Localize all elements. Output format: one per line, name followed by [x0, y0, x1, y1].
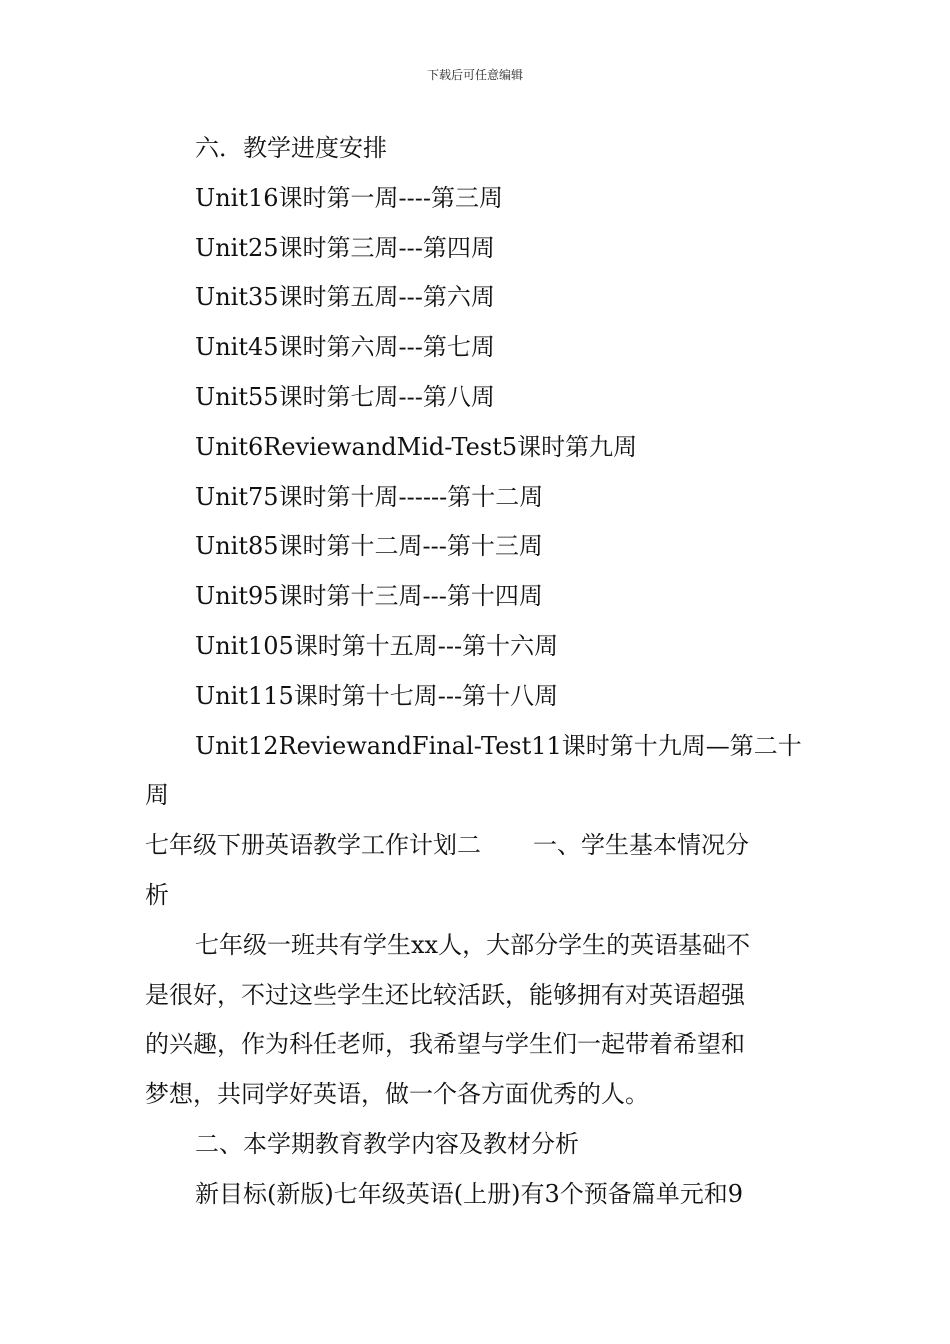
schedule-item: Unit16课时第一周----第三周 — [195, 183, 503, 212]
paragraph-line: 七年级一班共有学生xx人，大部分学生的英语基础不 — [195, 930, 751, 959]
schedule-item: Unit25课时第三周---第四周 — [195, 233, 495, 262]
schedule-item-final-continued: 周 — [145, 781, 169, 810]
header-note: 下载后可任意编辑 — [426, 68, 523, 82]
document-body — [145, 124, 809, 1220]
paragraph-line: 的兴趣，作为科任老师，我希望与学生们一起带着希望和 — [145, 1030, 745, 1059]
schedule-item: Unit6ReviewandMid-Test5课时第九周 — [195, 432, 638, 461]
schedule-item: Unit85课时第十二周---第十三周 — [195, 532, 543, 561]
paragraph-line: 是很好，不过这些学生还比较活跃，能够拥有对英语超强 — [145, 980, 745, 1009]
schedule-item: Unit75课时第十周------第十二周 — [195, 482, 544, 511]
section-heading-continued: 析 — [145, 880, 169, 909]
section-heading: 一、学生基本情况分 — [533, 831, 749, 860]
schedule-item-final: Unit12ReviewandFinal-Test11课时第十九周—第二十 — [195, 731, 802, 760]
paragraph-line: 梦想，共同学好英语，做一个各方面优秀的人。 — [145, 1080, 649, 1109]
section-heading: 二、本学期教育教学内容及教材分析 — [195, 1129, 579, 1158]
schedule-item: Unit45课时第六周---第七周 — [195, 333, 495, 362]
section-heading: 六．教学进度安排 — [195, 134, 387, 162]
schedule-item: Unit115课时第十七周---第十八周 — [195, 681, 559, 710]
plan-title: 七年级下册英语教学工作计划二 — [145, 831, 481, 860]
schedule-item: Unit105课时第十五周---第十六周 — [195, 631, 559, 660]
schedule-item: Unit35课时第五周---第六周 — [195, 283, 495, 312]
paragraph-line: 新目标(新版)七年级英语(上册)有3个预备篇单元和9 — [195, 1179, 743, 1208]
schedule-list — [145, 174, 809, 821]
plan-title-line — [145, 821, 809, 871]
schedule-item: Unit95课时第十三周---第十四周 — [195, 582, 543, 611]
schedule-item: Unit55课时第七周---第八周 — [195, 382, 495, 411]
